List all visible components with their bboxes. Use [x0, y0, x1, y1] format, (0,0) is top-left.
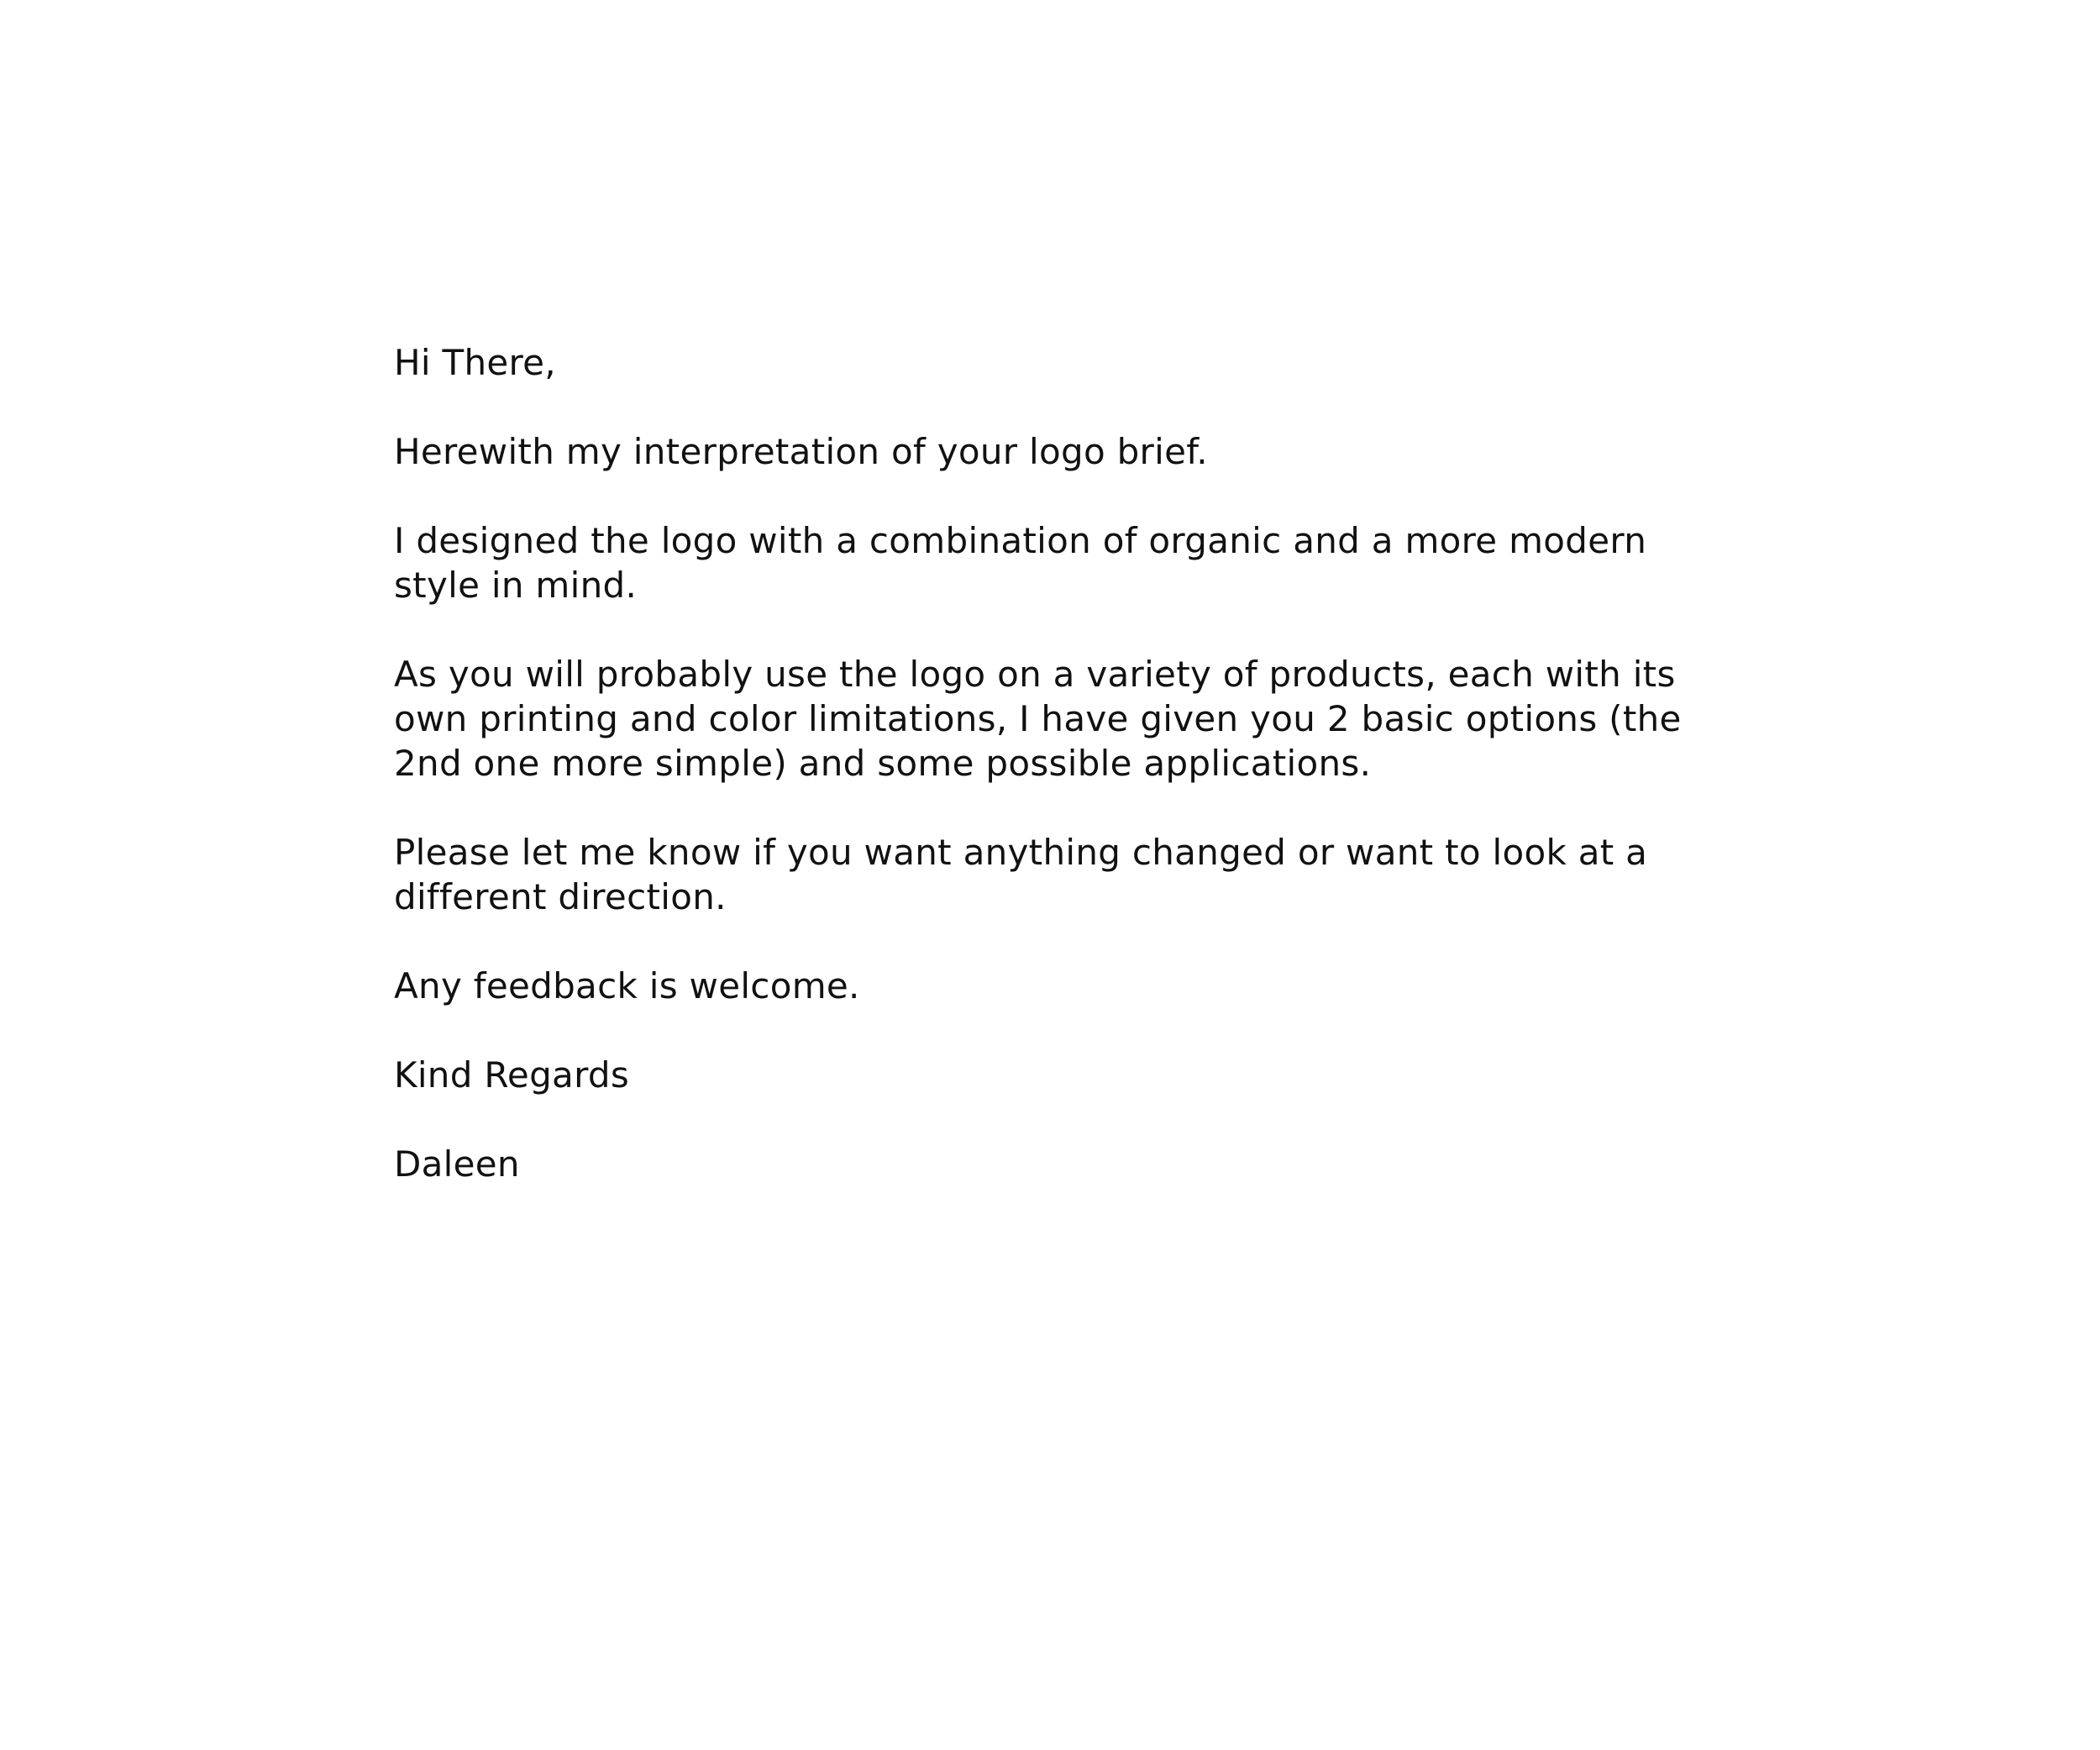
signature: Daleen: [394, 1143, 520, 1185]
intro-paragraph: Herewith my interpretation of your logo brief.: [394, 431, 1208, 472]
options-paragraph-line-1: As you will probably use the logo on a variety of products, each with its: [394, 654, 1676, 695]
options-paragraph-line-2: own printing and color limitations, I have given you 2 basic options (the: [394, 698, 1682, 739]
request-paragraph-line-2: different direction.: [394, 876, 727, 917]
feedback-paragraph: Any feedback is welcome.: [394, 965, 860, 1006]
letter-body: [394, 340, 1755, 1186]
options-paragraph-line-3: 2nd one more simple) and some possible applications.: [394, 743, 1372, 784]
design-paragraph-line-1: I designed the logo with a combination of organic and a more modern: [394, 520, 1647, 561]
request-paragraph-line-1: Please let me know if you want anything changed or want to look at a: [394, 832, 1648, 873]
closing: Kind Regards: [394, 1054, 630, 1096]
greeting: Hi There,: [394, 342, 556, 383]
design-paragraph-line-2: style in mind.: [394, 565, 638, 606]
